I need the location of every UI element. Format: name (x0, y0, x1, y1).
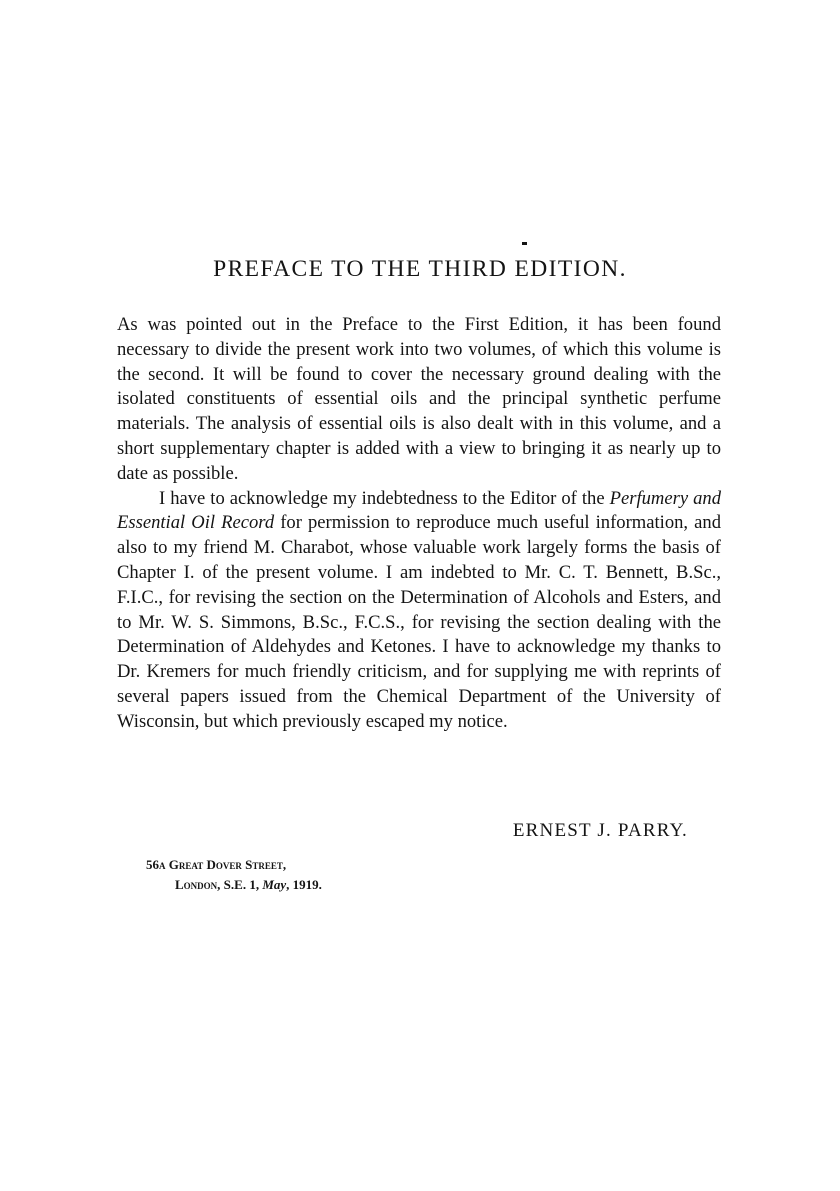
address-month: May (262, 877, 287, 892)
address-year: , 1919. (286, 877, 322, 892)
address-block (146, 855, 322, 895)
author-signature: ERNEST J. PARRY. (512, 820, 688, 841)
paragraph-2 (117, 487, 721, 735)
address-city: London, S.E. 1, (175, 877, 263, 892)
paragraph-2-lead: I have to acknowledge my indebtedness to the Editor of the (159, 487, 610, 509)
print-mark (522, 242, 527, 245)
address-line-1: 56a Great Dover Street, (146, 857, 287, 872)
journal-title: Perfumery and Essential Oil Record (117, 487, 721, 534)
page-title: PREFACE TO THE THIRD EDITION. (213, 256, 627, 282)
paragraph-2-rest: for permission to reproduce much useful information, and also to my friend M. Charabot, whose valuable work largely forms the basis of Chapter I. of the present volume. I am indebted to Mr. C. T. Bennett, B.Sc., F.I.C., for revising the section on the Determination of Alcohols and Esters, and to Mr. W. S. Simmons, B.Sc., F.C.S., for revising the section dealing with the Determination of Aldehydes and Ketones. I have to acknowledge my thanks to Dr. Kremers for much friendly criticism, and for supplying me with reprints of several papers issued from the Chemical Department of the University of Wisconsin, but which previously escaped my notice. (117, 512, 722, 732)
paragraph-1: As was pointed out in the Preface to the First Edition, it has been found necessary to divide the present work into two volumes, of which this volume is the second. It will be found to cover the necessary ground dealing with the isolated constituents of essential oils and the principal synthetic perfume materials. The analysis of essential oils is also dealt with in this volume, and a short supplementary chapter is added with a view to bringing it as nearly up to date as possible. (117, 314, 721, 484)
address-line-2 (146, 875, 322, 895)
preface-body (117, 313, 721, 735)
